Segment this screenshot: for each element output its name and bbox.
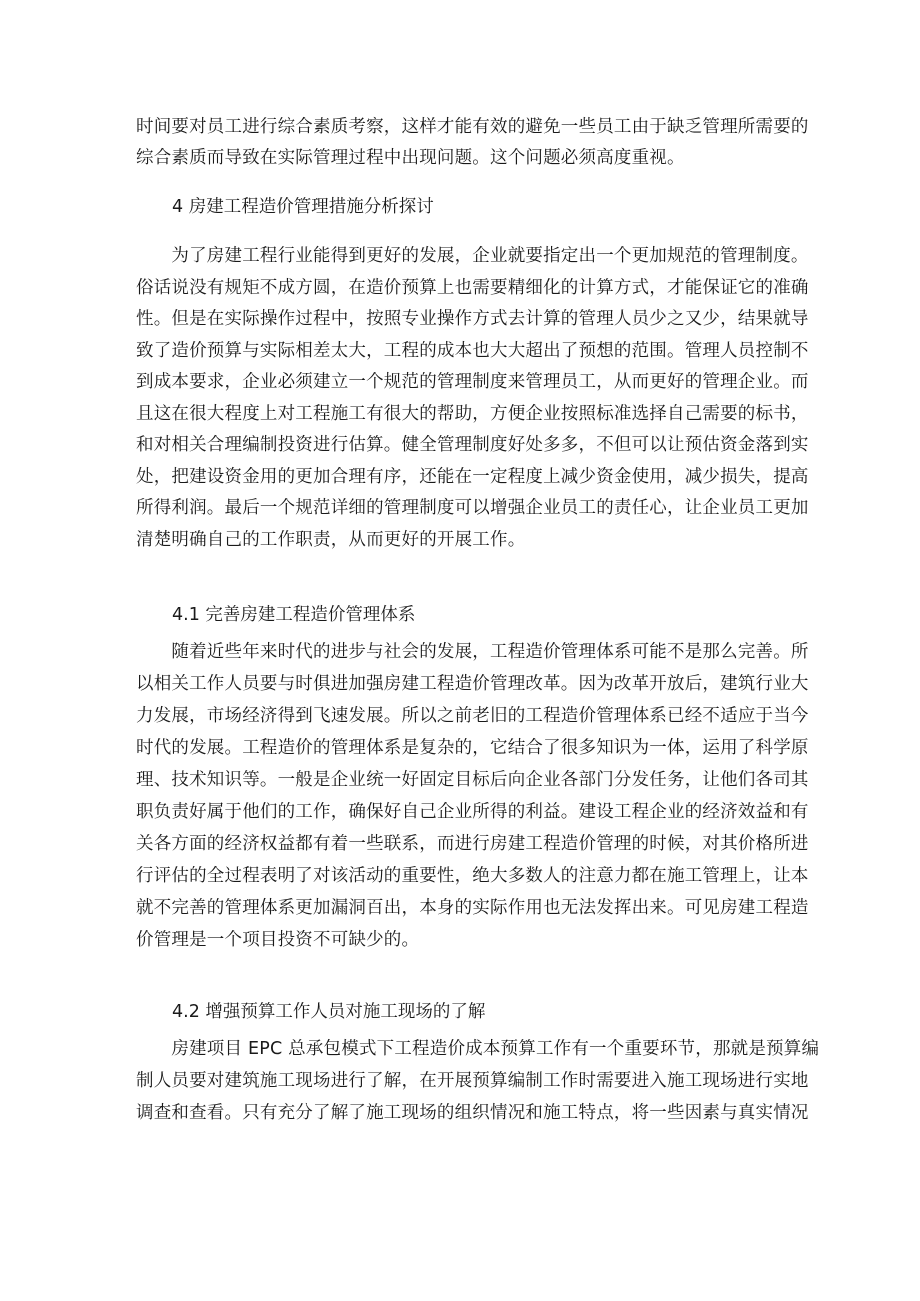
paragraph-line: 价管理是一个项目投资不可缺少的。 bbox=[136, 930, 420, 950]
paragraph-line: 综合素质而导致在实际管理过程中出现问题。这个问题必须高度重视。 bbox=[136, 148, 685, 168]
section-heading: 4 房建工程造价管理措施分析探讨 bbox=[172, 197, 434, 217]
section4-2-paragraph bbox=[136, 1038, 820, 1124]
paragraph-line: 且这在很大程度上对工程施工有很大的帮助，方便企业按照标准选择自己需要的标书， bbox=[136, 403, 809, 424]
paragraph-line: 调查和查看。只有充分了解了施工现场的组织情况和施工特点，将一些因素与真实情况 bbox=[136, 1103, 809, 1123]
paragraph-line: 清楚明确自己的工作职责，从而更好的开展工作。 bbox=[136, 529, 526, 550]
subsection-heading: 4.1 完善房建工程造价管理体系 bbox=[172, 605, 416, 625]
paragraph-line: 性。但是在实际操作过程中，按照专业操作方式去计算的管理人员少之又少，结果就导 bbox=[136, 309, 809, 329]
paragraph-line: 致了造价预算与实际相差太大，工程的成本也大大超出了预想的范围。管理人员控制不 bbox=[136, 340, 809, 361]
paragraph-line: 关各方面的经济权益都有着一些联系，而进行房建工程造价管理的时候，对其价格所进 bbox=[136, 834, 809, 854]
section4-paragraph bbox=[136, 245, 809, 551]
paragraph-line: 所得利润。最后一个规范详细的管理制度可以增强企业员工的责任心，让企业员工更加 bbox=[136, 498, 809, 518]
paragraph-line: 就不完善的管理体系更加漏洞百出，本身的实际作用也无法发挥出来。可见房建工程造 bbox=[136, 898, 809, 918]
subsection-heading: 4.2 增强预算工作人员对施工现场的了解 bbox=[172, 1002, 486, 1022]
paragraph-line: 到成本要求，企业必须建立一个规范的管理制度来管理员工，从而更好的管理企业。而 bbox=[136, 372, 809, 392]
paragraph-line: 处，把建设资金用的更加合理有序，还能在一定程度上减少资金使用，减少损失，提高 bbox=[136, 466, 809, 487]
paragraph-line: 俗话说没有规矩不成方圆，在造价预算上也需要精细化的计算方式，才能保证它的准确 bbox=[136, 277, 809, 298]
paragraph-line: 和对相关合理编制投资进行估算。健全管理制度好处多多，不但可以让预估资金落到实 bbox=[136, 435, 809, 455]
paragraph-line: 行评估的全过程表明了对该活动的重要性，绝大多数人的注意力都在施工管理上，让本 bbox=[136, 866, 809, 886]
section4-1-paragraph bbox=[136, 641, 809, 951]
intro-paragraph bbox=[136, 116, 809, 169]
paragraph-line: 理、技术知识等。一般是企业统一好固定目标后向企业各部门分发任务，让他们各司其 bbox=[136, 770, 809, 790]
paragraph-line: 以相关工作人员要与时俱进加强房建工程造价管理改革。因为改革开放后，建筑行业大 bbox=[136, 674, 809, 694]
paragraph-line: 制人员要对建筑施工现场进行了解，在开展预算编制工作时需要进入施工现场进行实地 bbox=[136, 1071, 809, 1091]
paragraph-line: 力发展，市场经济得到飞速发展。所以之前老旧的工程造价管理体系已经不适应于当今 bbox=[136, 706, 809, 726]
paragraph-line: 为了房建工程行业能得到更好的发展，企业就要指定出一个更加规范的管理制度。 bbox=[136, 246, 809, 266]
paragraph-line: 随着近些年来时代的进步与社会的发展，工程造价管理体系可能不是那么完善。所 bbox=[136, 642, 809, 662]
paragraph-line: 房建项目 EPC 总承包模式下工程造价成本预算工作有一个重要环节，那就是预算编 bbox=[136, 1039, 820, 1059]
paragraph-line: 时代的发展。工程造价的管理体系是复杂的，它结合了很多知识为一体，运用了科学原 bbox=[136, 738, 809, 758]
paragraph-line: 职负责好属于他们的工作，确保好自己企业所得的利益。建设工程企业的经济效益和有 bbox=[136, 802, 809, 822]
paragraph-line: 时间要对员工进行综合素质考察，这样才能有效的避免一些员工由于缺乏管理所需要的 bbox=[136, 117, 809, 137]
